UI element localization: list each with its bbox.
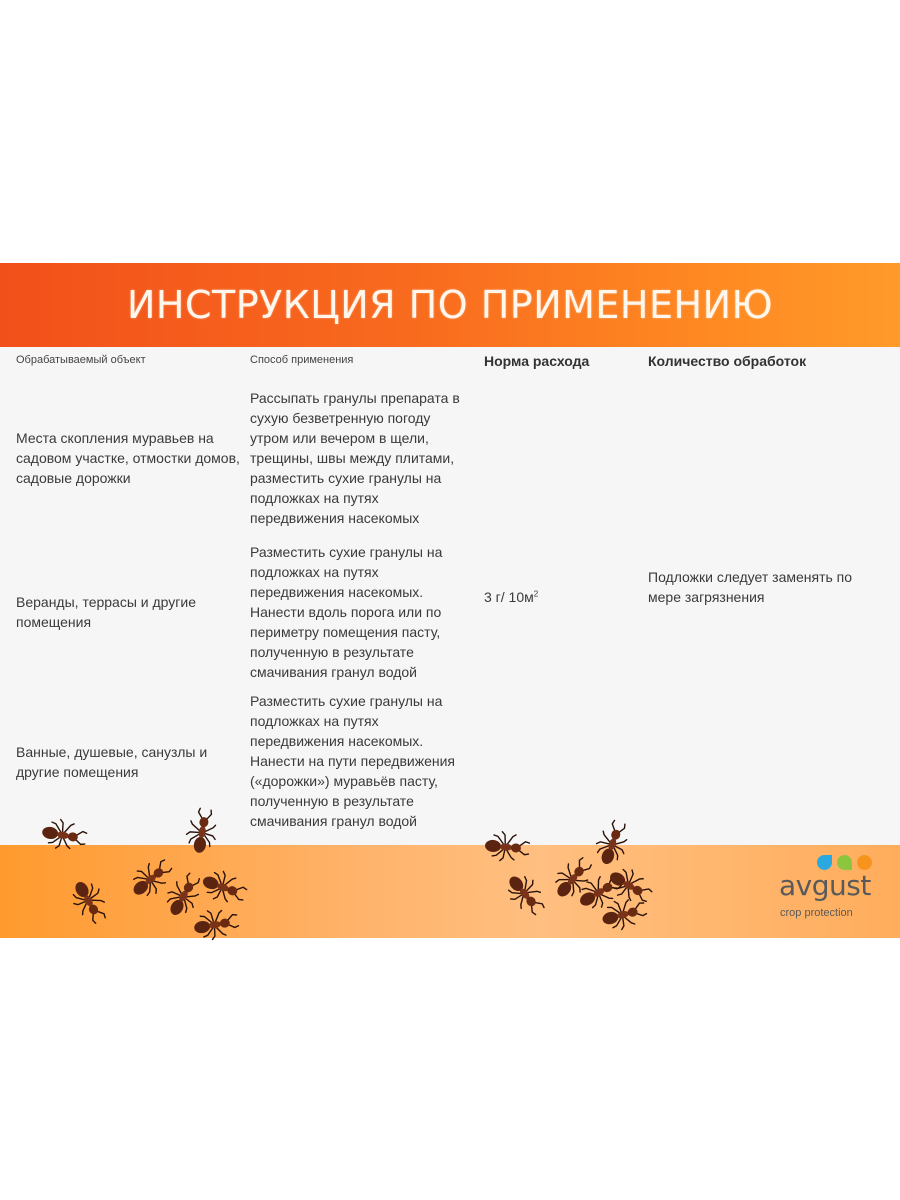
logo-wordmark: avgust bbox=[779, 869, 871, 902]
row-2-method: Разместить сухие гранулы на подложках на путях передвижения насекомых. Нанести вдоль порога или по периметру помещения пасту, полученную в результате смачивания гранул водой bbox=[250, 544, 443, 680]
rate-value: 3 г/ $10м^2$ bbox=[484, 589, 539, 605]
header-rate: Норма расхода bbox=[484, 353, 590, 369]
row-2-object: Веранды, террасы и другие помещения bbox=[16, 594, 197, 630]
logo-tagline: crop protection bbox=[780, 907, 853, 919]
instruction-table bbox=[0, 347, 900, 845]
header-object: Обрабатываемый объект bbox=[16, 354, 146, 366]
row-1-object: Места скопления муравьев на садовом участке, отмостки домов, садовые дорожки bbox=[16, 430, 240, 486]
header-method: Способ применения bbox=[250, 354, 354, 366]
row-1-method: Рассыпать гранулы препарата в сухую безветренную погоду утром или вечером в щели, трещины, швы между плитами, разместить сухие гранулы на подложках на путях передвижения насекомых bbox=[250, 390, 460, 526]
ants-illustration bbox=[0, 805, 900, 945]
avgust-logo bbox=[779, 855, 879, 925]
row-3-method: Разместить сухие гранулы на подложках на путях передвижения насекомых. Нанести на пути передвижения («дорожки») муравьёв пасту, полученную в результате смачивания гранул водой bbox=[250, 693, 455, 829]
title-banner bbox=[0, 263, 900, 347]
page-title: ИНСТРУКЦИЯ ПО ПРИМЕНЕНИЮ bbox=[126, 283, 774, 327]
logo-leaves-icon bbox=[817, 855, 872, 870]
header-count: Количество обработок bbox=[648, 353, 807, 369]
row-3-object: Ванные, душевые, санузлы и другие помещения bbox=[16, 744, 208, 780]
count-value: Подложки следует заменять по мере загрязнения bbox=[648, 569, 853, 605]
